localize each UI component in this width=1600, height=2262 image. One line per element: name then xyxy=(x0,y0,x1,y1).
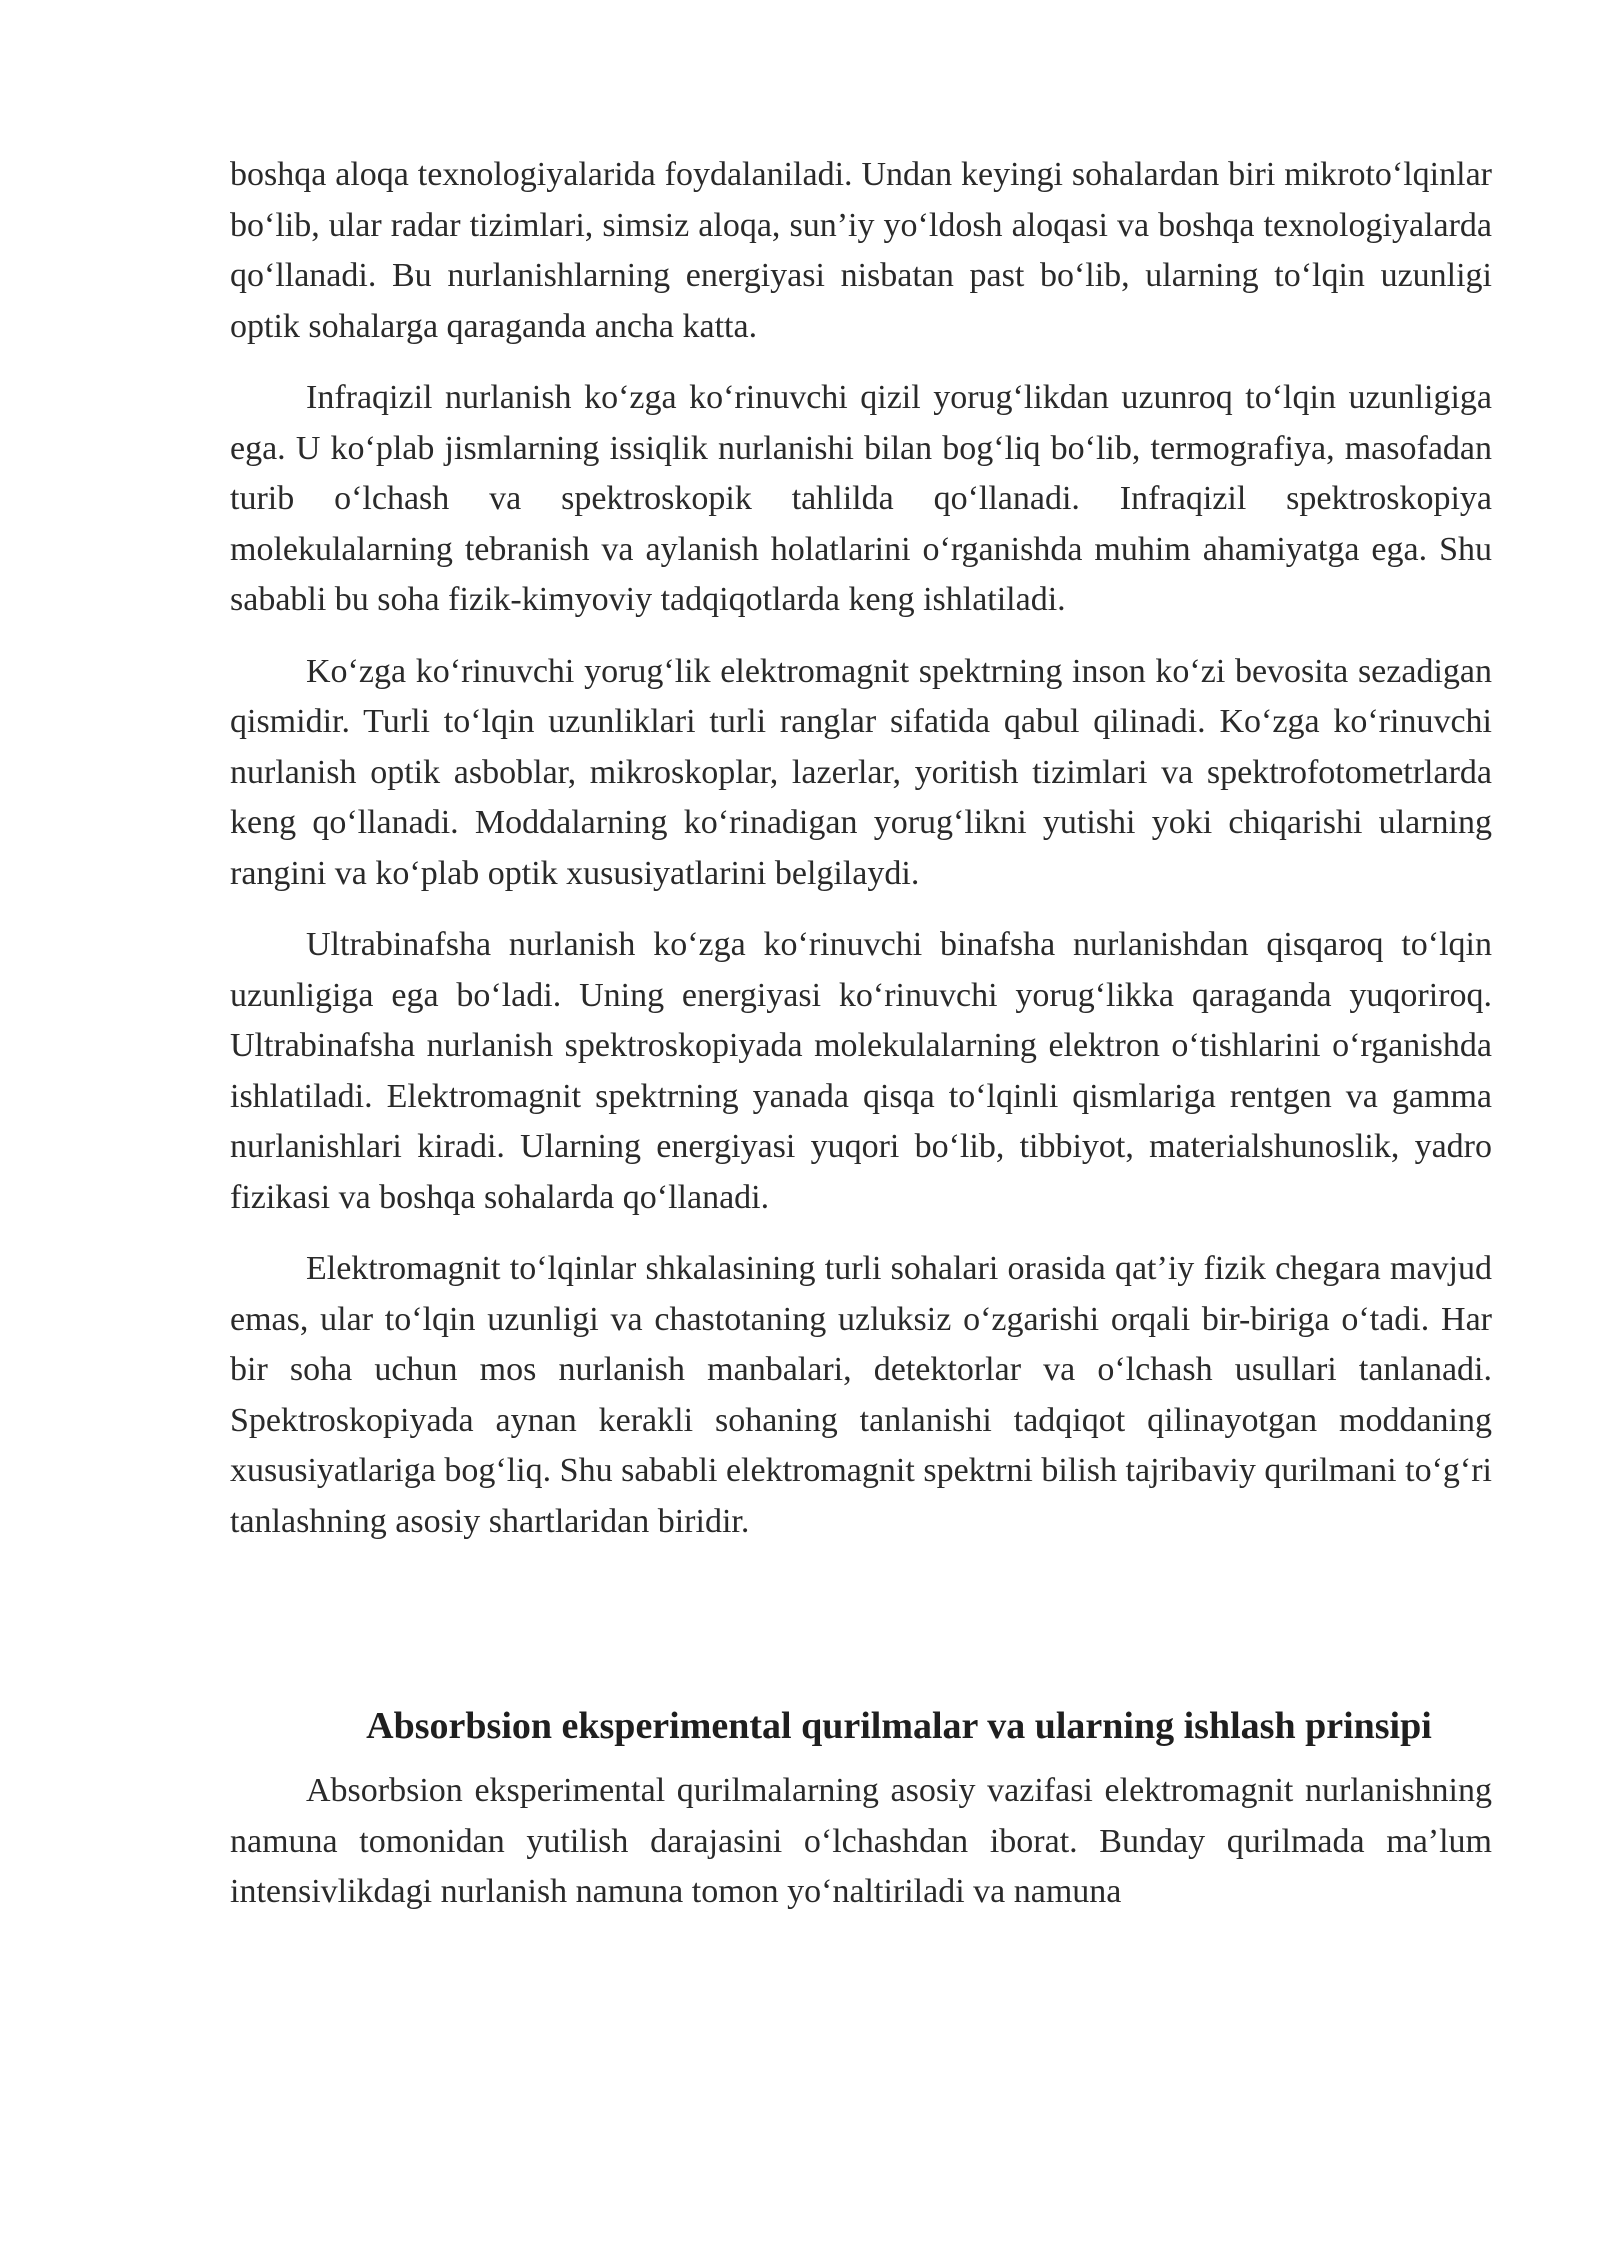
paragraph-continuation: boshqa aloqa texnologiyalarida foydalaniladi. Undan keyingi sohalardan biri mikroto‘lqinlar bo‘lib, ular radar tizimlari, simsiz aloqa, sun’iy yo‘ldosh aloqasi va boshqa texnologiyalarda qo‘llanadi. Bu nurlanishlarning energiyasi nisbatan past bo‘lib, ularning to‘lqin uzunligi optik sohalarga qaraganda ancha katta. xyxy=(230,156,1492,345)
section-heading: Absorbsion eksperimental qurilmalar va ularning ishlash prinsipi xyxy=(366,1705,1432,1747)
paragraph-absorption-intro: Absorbsion eksperimental qurilmalarning asosiy vazifasi elektromagnit nurlanishning namuna tomonidan yutilish darajasini o‘lchashdan iborat. Bunday qurilmada ma’lum intensivlikdagi nurlanish namuna tomon yo‘naltiriladi va namuna xyxy=(230,1772,1492,1910)
paragraph-spectrum-scale: Elektromagnit to‘lqinlar shkalasining turli sohalari orasida qat’iy fizik chegara mavjud emas, ular to‘lqin uzunligi va chastotaning uzluksiz o‘zgarishi orqali bir-biriga o‘tadi. Har bir soha uchun mos nurlanish manbalari, detektorlar va o‘lchash usullari tanlanadi. Spektroskopiyada aynan kerakli sohaning tanlanishi tadqiqot qilinayotgan moddaning xususiyatlariga bog‘liq. Shu sababli elektromagnit spektrni bilish tajribaviy qurilmani to‘g‘ri tanlashning asosiy shartlaridan biridir. xyxy=(230,1250,1492,1540)
paragraph-visible-light: Ko‘zga ko‘rinuvchi yorug‘lik elektromagnit spektrning inson ko‘zi bevosita sezadigan qismidir. Turli to‘lqin uzunliklari turli ranglar sifatida qabul qilinadi. Ko‘zga ko‘rinuvchi nurlanish optik asboblar, mikroskoplar, lazerlar, yoritish tizimlari va spektrofotometrlarda keng qo‘llanadi. Moddalarning ko‘rinadigan yorug‘likni yutishi yoki chiqarishi ularning rangini va ko‘plab optik xususiyatlarini belgilaydi. xyxy=(230,652,1492,892)
document-page xyxy=(230,150,1492,1939)
paragraph-ultraviolet: Ultrabinafsha nurlanish ko‘zga ko‘rinuvchi binafsha nurlanishdan qisqaroq to‘lqin uzunligiga ega bo‘ladi. Uning energiyasi ko‘rinuvchi yorug‘likka qaraganda yuqoriroq. Ultrabinafsha nurlanish spektroskopiyada molekulalarning elektron o‘tishlarini o‘rganishda ishlatiladi. Elektromagnit spektrning yanada qisqa to‘lqinli qismlariga rentgen va gamma nurlanishlari kiradi. Ularning energiyasi yuqori bo‘lib, tibbiyot, materialshunoslik, yadro fizikasi va boshqa sohalarda qo‘llanadi. xyxy=(230,926,1492,1216)
paragraph-infrared: Infraqizil nurlanish ko‘zga ko‘rinuvchi qizil yorug‘likdan uzunroq to‘lqin uzunligiga ega. U ko‘plab jismlarning issiqlik nurlanishi bilan bog‘liq bo‘lib, termografiya, masofadan turib o‘lchash va spektroskopik tahlilda qo‘llanadi. Infraqizil spektroskopiya molekulalarning tebranish va aylanish holatlarini o‘rganishda muhim ahamiyatga ega. Shu sababli bu soha fizik-kimyoviy tadqiqotlarda keng ishlatiladi. xyxy=(230,379,1492,618)
